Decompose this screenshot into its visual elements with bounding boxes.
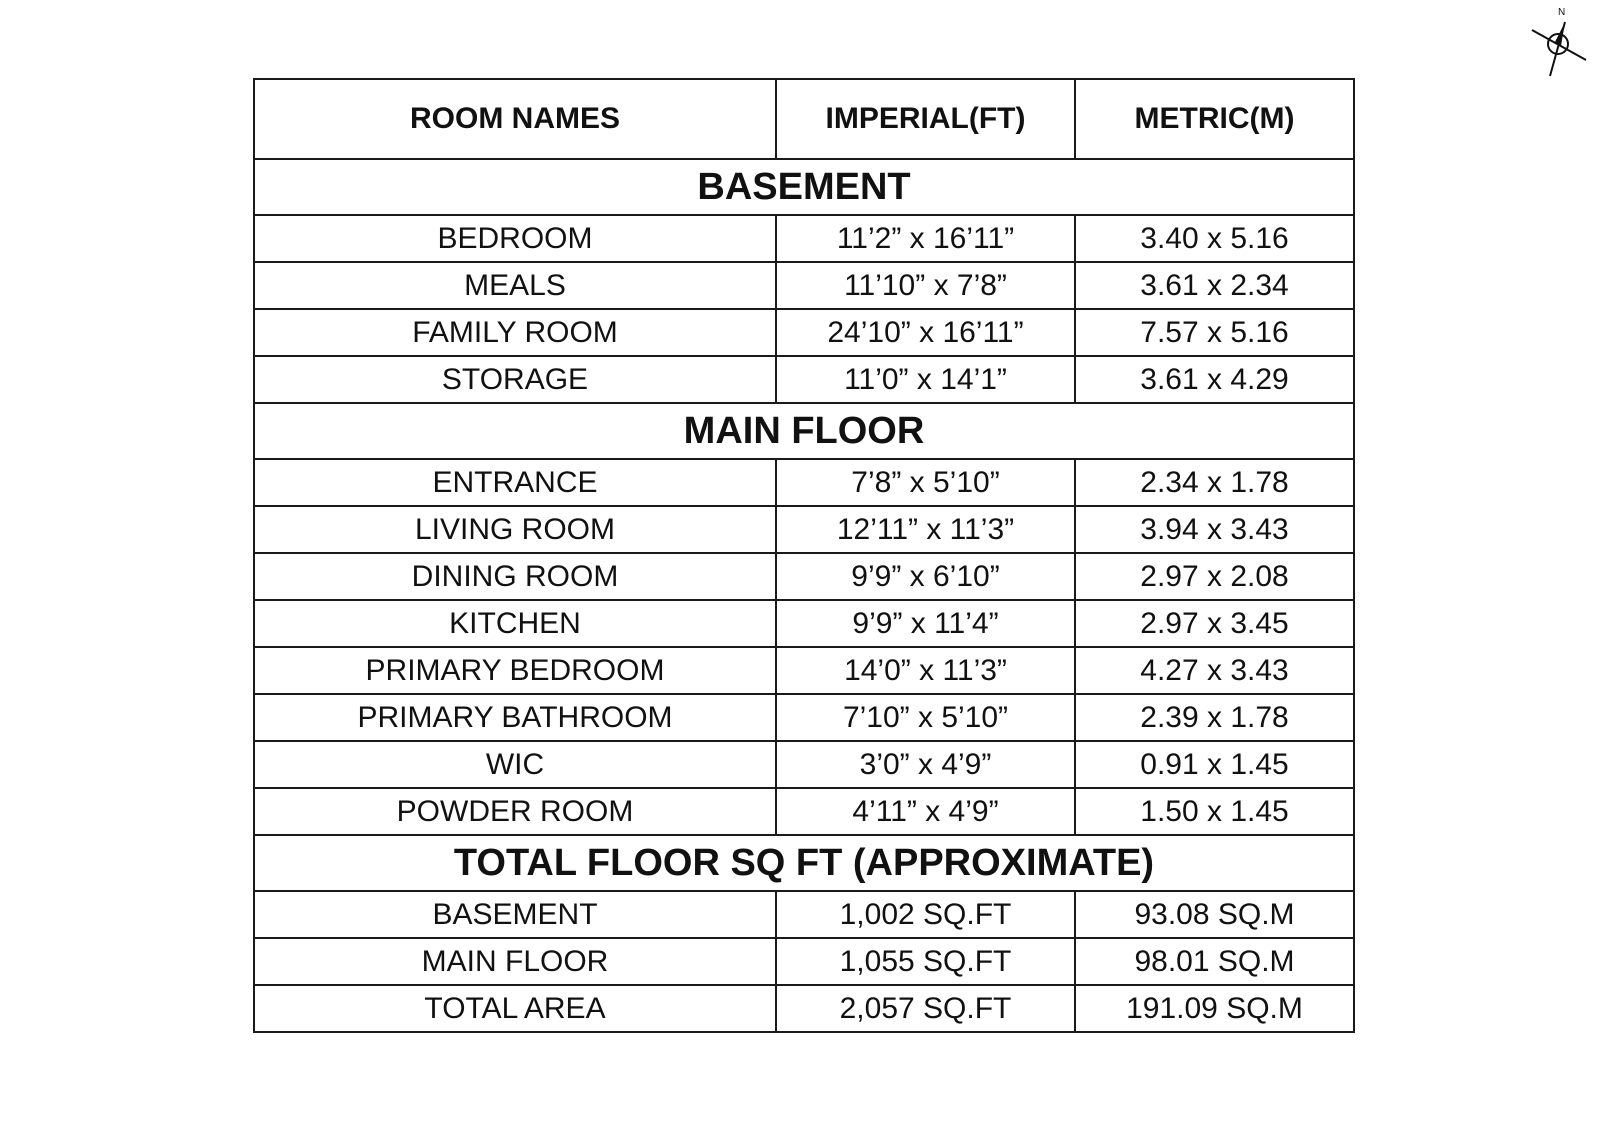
table-row [254, 262, 1354, 309]
metric-cell: 191.09 SQ.M [1075, 985, 1354, 1032]
metric-cell: 3.61 x 4.29 [1075, 356, 1354, 403]
imperial-cell: 11’2” x 16’11” [776, 215, 1075, 262]
room-name-cell: STORAGE [254, 356, 776, 403]
header-imperial: IMPERIAL(FT) [776, 79, 1075, 159]
table-row [254, 938, 1354, 985]
imperial-cell: 1,002 SQ.FT [776, 891, 1075, 938]
section-row [254, 159, 1354, 215]
header-room-names: ROOM NAMES [254, 79, 776, 159]
room-name-cell: FAMILY ROOM [254, 309, 776, 356]
metric-cell: 2.97 x 2.08 [1075, 553, 1354, 600]
imperial-cell: 7’8” x 5’10” [776, 459, 1075, 506]
room-dimensions-table [253, 78, 1355, 1033]
table-row [254, 600, 1354, 647]
table-row [254, 741, 1354, 788]
table-row [254, 553, 1354, 600]
header-metric: METRIC(M) [1075, 79, 1354, 159]
section-title: MAIN FLOOR [254, 403, 1354, 459]
metric-cell: 0.91 x 1.45 [1075, 741, 1354, 788]
table-row [254, 309, 1354, 356]
section-row [254, 835, 1354, 891]
section-title: TOTAL FLOOR SQ FT (APPROXIMATE) [254, 835, 1354, 891]
imperial-cell: 11’10” x 7’8” [776, 262, 1075, 309]
metric-cell: 3.40 x 5.16 [1075, 215, 1354, 262]
room-name-cell: BASEMENT [254, 891, 776, 938]
imperial-cell: 1,055 SQ.FT [776, 938, 1075, 985]
room-name-cell: DINING ROOM [254, 553, 776, 600]
room-name-cell: MAIN FLOOR [254, 938, 776, 985]
compass-graphic [1530, 8, 1592, 80]
metric-cell: 93.08 SQ.M [1075, 891, 1354, 938]
table-row [254, 788, 1354, 835]
imperial-cell: 14’0” x 11’3” [776, 647, 1075, 694]
room-name-cell: ENTRANCE [254, 459, 776, 506]
section-title: BASEMENT [254, 159, 1354, 215]
metric-cell: 2.39 x 1.78 [1075, 694, 1354, 741]
imperial-cell: 9’9” x 11’4” [776, 600, 1075, 647]
imperial-cell: 24’10” x 16’11” [776, 309, 1075, 356]
room-name-cell: PRIMARY BEDROOM [254, 647, 776, 694]
header-row [254, 79, 1354, 159]
room-name-cell: TOTAL AREA [254, 985, 776, 1032]
metric-cell: 7.57 x 5.16 [1075, 309, 1354, 356]
room-name-cell: KITCHEN [254, 600, 776, 647]
imperial-cell: 11’0” x 14’1” [776, 356, 1075, 403]
table-row [254, 215, 1354, 262]
room-name-cell: PRIMARY BATHROOM [254, 694, 776, 741]
table-row [254, 459, 1354, 506]
table-row [254, 891, 1354, 938]
table-row [254, 985, 1354, 1032]
table-row [254, 647, 1354, 694]
metric-cell: 1.50 x 1.45 [1075, 788, 1354, 835]
imperial-cell: 3’0” x 4’9” [776, 741, 1075, 788]
room-name-cell: BEDROOM [254, 215, 776, 262]
table-row [254, 506, 1354, 553]
metric-cell: 3.94 x 3.43 [1075, 506, 1354, 553]
metric-cell: 3.61 x 2.34 [1075, 262, 1354, 309]
table-body [254, 79, 1354, 1032]
metric-cell: 2.97 x 3.45 [1075, 600, 1354, 647]
imperial-cell: 7’10” x 5’10” [776, 694, 1075, 741]
section-row [254, 403, 1354, 459]
imperial-cell: 12’11” x 11’3” [776, 506, 1075, 553]
metric-cell: 98.01 SQ.M [1075, 938, 1354, 985]
table-row [254, 356, 1354, 403]
metric-cell: 4.27 x 3.43 [1075, 647, 1354, 694]
room-name-cell: POWDER ROOM [254, 788, 776, 835]
room-name-cell: LIVING ROOM [254, 506, 776, 553]
north-arrow-icon [1530, 8, 1592, 80]
table-row [254, 694, 1354, 741]
imperial-cell: 2,057 SQ.FT [776, 985, 1075, 1032]
room-name-cell: WIC [254, 741, 776, 788]
compass-north-label: N [1558, 7, 1566, 18]
room-name-cell: MEALS [254, 262, 776, 309]
imperial-cell: 4’11” x 4’9” [776, 788, 1075, 835]
imperial-cell: 9’9” x 6’10” [776, 553, 1075, 600]
metric-cell: 2.34 x 1.78 [1075, 459, 1354, 506]
